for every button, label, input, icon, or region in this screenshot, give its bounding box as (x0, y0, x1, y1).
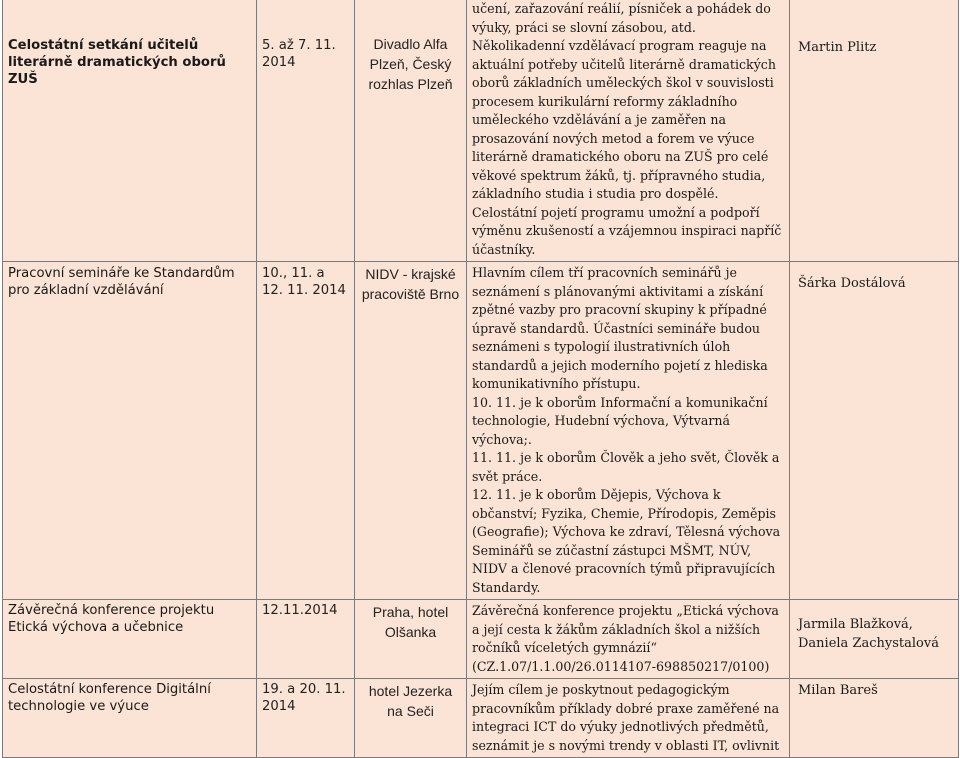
event-date: 10., 11. a 12. 11. 2014 (262, 266, 346, 298)
event-guarantor: Milan Bareš (798, 683, 878, 698)
event-place-cell (355, 262, 467, 600)
event-description-cell (467, 600, 790, 679)
event-date-cell (257, 0, 355, 262)
event-name-cell (3, 0, 257, 262)
event-guarantor: Šárka Dostálová (798, 276, 906, 291)
event-date: 5. až 7. 11. 2014 (262, 38, 336, 70)
event-description: Závěrečná konference projektu „Etická výchova a její cesta k žákům základních škol a nižších ročníků víceletých gymnázií“ (CZ.1.07/1.1.00/26.0114107-698850217/0100) (472, 603, 779, 674)
event-description-lead: učení, zařazování reálií, písniček a pohádek do výuky, práci se slovní zásobou, atd. (472, 1, 771, 35)
event-date-cell (257, 262, 355, 600)
event-name: Pracovní semináře ke Standardům pro základní vzdělávání (8, 266, 235, 298)
event-description-cell (467, 0, 790, 262)
event-guarantor-cell (790, 262, 959, 600)
event-place-cell (355, 679, 467, 758)
event-name: Celostátní konference Digitální technologie ve výuce (8, 682, 211, 714)
table-row (3, 600, 959, 679)
event-name-cell (3, 679, 257, 758)
event-description-line: Seminářů se zúčastní zástupci MŠMT, NÚV, NIDV a členové pracovních týmů připravujících Standardy. (472, 542, 776, 595)
event-guarantor: Jarmila Blažková, Daniela Zachystalová (798, 617, 939, 651)
event-description-line: 11. 11. je k oborům Člověk a jeho svět, Člověk a svět práce. (472, 450, 780, 484)
event-date: 19. a 20. 11. 2014 (262, 682, 346, 714)
event-place: Divadlo Alfa Plzeň, Český rozhlas Plzeň (368, 36, 453, 92)
event-guarantor-cell (790, 600, 959, 679)
event-description-cell (467, 262, 790, 600)
event-date: 12.11.2014 (262, 603, 338, 618)
event-name: Závěrečná konference projektu Etická výchova a učebnice (8, 603, 215, 635)
event-place-cell (355, 0, 467, 262)
event-guarantor-cell (790, 0, 959, 262)
events-table (2, 0, 959, 758)
event-name-cell (3, 262, 257, 600)
event-guarantor-cell (790, 679, 959, 758)
event-date-cell (257, 679, 355, 758)
table-row (3, 262, 959, 600)
event-description-line: 12. 11. je k oborům Dějepis, Výchova k občanství; Fyzika, Chemie, Přírodopis, Zeměpis (Geografie); Výchova ke zdraví, Tělesná výchova (472, 487, 781, 539)
event-place-cell (355, 600, 467, 679)
event-description: Jejím cílem je poskytnout pedagogickým pracovníkům příklady dobré praxe zaměřené na integraci ICT do výuky jednotlivých předmětů, seznámit je s novými trendy v oblasti IT, ovlivnit (472, 682, 780, 753)
event-description: Hlavním cílem tří pracovních seminářů je seznámení s plánovanými aktivitami a získání zpětné vazby pro pracovní skupiny k případné úpravě standardů. Účastníci semináře budou seznámeni s typologií ilustrativních úloh standardů a jejich moderního pojetí z hlediska komunikativního přístupu. (472, 265, 768, 391)
event-name-cell (3, 600, 257, 679)
event-place: hotel Jezerka na Seči (368, 683, 453, 719)
event-date-cell (257, 600, 355, 679)
table-row (3, 679, 959, 758)
event-name: Celostátní setkání učitelů literárně dramatických oborů ZUŠ (8, 38, 226, 87)
event-description-line: 10. 11. je k oborům Informační a komunikační technologie, Hudební výchova, Výtvarná výchova;. (472, 394, 768, 447)
event-description: Několikadenní vzdělávací program reaguje na aktuální potřeby učitelů literárně dramatických oborů základních uměleckých škol v souvislosti procesem kurikulární reformy základního uměleckého vzdělávání a je zaměřen na prosazování nových metod a forem ve výuce literárně dramatického oboru na ZUŠ pro celé věkové spektrum žáků, tj. přípravného studia, základního studia i studia pro dospělé. Celostátní pojetí programu umožní a podpoří výměnu zkušeností a vzájemnou inspiraci napříč účastníky. (472, 38, 782, 257)
event-place: Praha, hotel Olšanka (372, 604, 449, 640)
table-row (3, 0, 959, 262)
event-description-cell (467, 679, 790, 758)
event-guarantor: Martin Plitz (798, 40, 877, 55)
event-place: NIDV - krajské pracoviště Brno (361, 266, 460, 302)
